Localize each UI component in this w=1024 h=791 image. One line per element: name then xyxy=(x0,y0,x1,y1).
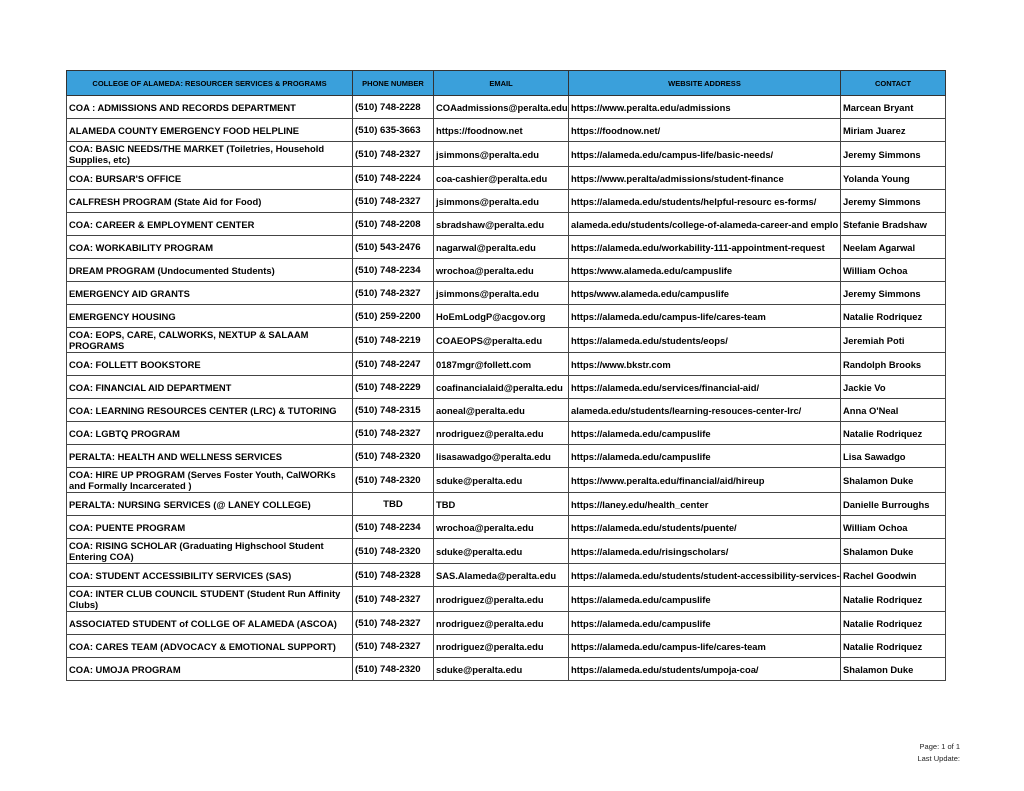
contact-cell: Natalie Rodriquez xyxy=(841,612,946,635)
website-cell: https://laney.edu/health_center xyxy=(569,493,841,516)
contact-cell: Jeremy Simmons xyxy=(841,142,946,167)
contact-cell: Shalamon Duke xyxy=(841,468,946,493)
table-row xyxy=(67,96,946,119)
email-cell: wrochoa@peralta.edu xyxy=(434,259,569,282)
website-cell: https://foodnow.net/ xyxy=(569,119,841,142)
program-name-cell: EMERGENCY HOUSING xyxy=(67,305,353,328)
contact-cell: Jeremy Simmons xyxy=(841,190,946,213)
email-cell: sduke@peralta.edu xyxy=(434,468,569,493)
program-name-cell: COA: WORKABILITY PROGRAM xyxy=(67,236,353,259)
table-row xyxy=(67,305,946,328)
header-website: WEBSITE ADDRESS xyxy=(569,71,841,96)
email-cell: HoEmLodgP@acgov.org xyxy=(434,305,569,328)
email-cell: sduke@peralta.edu xyxy=(434,539,569,564)
contact-cell: Stefanie Bradshaw xyxy=(841,213,946,236)
email-cell: COAEOPS@peralta.edu xyxy=(434,328,569,353)
website-cell: https/www.alameda.edu/campuslife xyxy=(569,282,841,305)
website-cell: https://alameda.edu/workability-111-appointment-request xyxy=(569,236,841,259)
program-name-cell: PERALTA: NURSING SERVICES (@ LANEY COLLEGE) xyxy=(67,493,353,516)
phone-cell: (510) 748-2327 xyxy=(353,612,434,635)
table-row xyxy=(67,658,946,681)
table-row xyxy=(67,564,946,587)
phone-cell: (510) 259-2200 xyxy=(353,305,434,328)
website-cell: https://alameda.edu/campuslife xyxy=(569,445,841,468)
contact-cell: Neelam Agarwal xyxy=(841,236,946,259)
email-cell: sduke@peralta.edu xyxy=(434,658,569,681)
contact-cell: Jeremy Simmons xyxy=(841,282,946,305)
website-cell: https://alameda.edu/campuslife xyxy=(569,587,841,612)
website-cell: https://www.peralta/admissions/student-finance xyxy=(569,167,841,190)
website-cell: https://alameda.edu/students/umpoja-coa/ xyxy=(569,658,841,681)
header-programs: COLLEGE OF ALAMEDA: RESOURCER SERVICES & PROGRAMS xyxy=(67,71,353,96)
last-update: Last Update: xyxy=(917,754,960,763)
table-row xyxy=(67,445,946,468)
contact-cell: Shalamon Duke xyxy=(841,658,946,681)
website-cell: https://alameda.edu/campus-life/basic-needs/ xyxy=(569,142,841,167)
header-email: EMAIL xyxy=(434,71,569,96)
phone-cell: (510) 748-2224 xyxy=(353,167,434,190)
program-name-cell: COA: RISING SCHOLAR (Graduating Highschool Student Entering COA) xyxy=(67,539,353,564)
program-name-cell: COA: INTER CLUB COUNCIL STUDENT (Student Run Affinity Clubs) xyxy=(67,587,353,612)
contact-cell: Marcean Bryant xyxy=(841,96,946,119)
email-cell: jsimmons@peralta.edu xyxy=(434,282,569,305)
email-cell: aoneal@peralta.edu xyxy=(434,399,569,422)
phone-cell: (510) 748-2327 xyxy=(353,422,434,445)
page-number: Page: 1 of 1 xyxy=(919,742,960,751)
table-row xyxy=(67,167,946,190)
phone-cell: (510) 748-2228 xyxy=(353,96,434,119)
email-cell: 0187mgr@follett.com xyxy=(434,353,569,376)
email-cell: jsimmons@peralta.edu xyxy=(434,142,569,167)
contact-cell: Natalie Rodriquez xyxy=(841,635,946,658)
email-cell: wrochoa@peralta.edu xyxy=(434,516,569,539)
table-row xyxy=(67,328,946,353)
email-cell: SAS.Alameda@peralta.edu xyxy=(434,564,569,587)
contact-cell: Danielle Burroughs xyxy=(841,493,946,516)
table-row xyxy=(67,376,946,399)
table-row xyxy=(67,493,946,516)
contact-cell: Lisa Sawadgo xyxy=(841,445,946,468)
program-name-cell: COA: LEARNING RESOURCES CENTER (LRC) & TUTORING xyxy=(67,399,353,422)
email-cell: coa-cashier@peralta.edu xyxy=(434,167,569,190)
contact-cell: Rachel Goodwin xyxy=(841,564,946,587)
website-cell: https://alameda.edu/campuslife xyxy=(569,422,841,445)
table-row xyxy=(67,635,946,658)
email-cell: nrodriguez@peralta.edu xyxy=(434,612,569,635)
header-phone: PHONE NUMBER xyxy=(353,71,434,96)
website-cell: https://alameda.edu/campuslife xyxy=(569,612,841,635)
email-cell: TBD xyxy=(434,493,569,516)
email-cell: nrodriguez@peralta.edu xyxy=(434,422,569,445)
website-cell: https://www.bkstr.com xyxy=(569,353,841,376)
table-row xyxy=(67,213,946,236)
table-row xyxy=(67,353,946,376)
contact-cell: William Ochoa xyxy=(841,259,946,282)
website-cell: https://www.peralta.edu/financial/aid/hireup xyxy=(569,468,841,493)
phone-cell: (510) 748-2247 xyxy=(353,353,434,376)
contact-cell: Randolph Brooks xyxy=(841,353,946,376)
table-row xyxy=(67,259,946,282)
phone-cell: (510) 748-2327 xyxy=(353,282,434,305)
phone-cell: (510) 748-2234 xyxy=(353,259,434,282)
phone-cell: (510) 748-2219 xyxy=(353,328,434,353)
program-name-cell: COA: CAREER & EMPLOYMENT CENTER xyxy=(67,213,353,236)
email-cell: lisasawadgo@peralta.edu xyxy=(434,445,569,468)
contact-cell: Shalamon Duke xyxy=(841,539,946,564)
program-name-cell: COA: FINANCIAL AID DEPARTMENT xyxy=(67,376,353,399)
contact-cell: William Ochoa xyxy=(841,516,946,539)
website-cell: https://alameda.edu/students/student-accessibility-services- xyxy=(569,564,841,587)
phone-cell: (510) 748-2327 xyxy=(353,142,434,167)
contact-cell: Natalie Rodriquez xyxy=(841,422,946,445)
email-cell: coafinancialaid@peralta.edu xyxy=(434,376,569,399)
contact-cell: Anna O'Neal xyxy=(841,399,946,422)
website-cell: https:/www.alameda.edu/campuslife xyxy=(569,259,841,282)
phone-cell: (510) 748-2315 xyxy=(353,399,434,422)
phone-cell: (510) 635-3663 xyxy=(353,119,434,142)
website-cell: alameda.edu/students/college-of-alameda-career-and emplo xyxy=(569,213,841,236)
website-cell: https://alameda.edu/risingscholars/ xyxy=(569,539,841,564)
program-name-cell: ASSOCIATED STUDENT of COLLGE OF ALAMEDA (ASCOA) xyxy=(67,612,353,635)
contact-cell: Miriam Juarez xyxy=(841,119,946,142)
website-cell: https://alameda.edu/campus-life/cares-team xyxy=(569,635,841,658)
phone-cell: (510) 748-2327 xyxy=(353,635,434,658)
phone-cell: (510) 748-2320 xyxy=(353,445,434,468)
table-row xyxy=(67,468,946,493)
website-cell: https://alameda.edu/campus-life/cares-team xyxy=(569,305,841,328)
program-name-cell: PERALTA: HEALTH AND WELLNESS SERVICES xyxy=(67,445,353,468)
phone-cell: TBD xyxy=(353,493,434,516)
table-row xyxy=(67,516,946,539)
table-row xyxy=(67,399,946,422)
table-row xyxy=(67,119,946,142)
table-row xyxy=(67,587,946,612)
page-footer xyxy=(917,741,960,765)
email-cell: nrodriguez@peralta.edu xyxy=(434,635,569,658)
phone-cell: (510) 748-2320 xyxy=(353,539,434,564)
program-name-cell: COA: UMOJA PROGRAM xyxy=(67,658,353,681)
email-cell: nagarwal@peralta.edu xyxy=(434,236,569,259)
program-name-cell: CALFRESH PROGRAM (State Aid for Food) xyxy=(67,190,353,213)
program-name-cell: COA: CARES TEAM (ADVOCACY & EMOTIONAL SUPPORT) xyxy=(67,635,353,658)
email-cell: jsimmons@peralta.edu xyxy=(434,190,569,213)
program-name-cell: EMERGENCY AID GRANTS xyxy=(67,282,353,305)
website-cell: https://alameda.edu/students/puente/ xyxy=(569,516,841,539)
contact-cell: Yolanda Young xyxy=(841,167,946,190)
program-name-cell: COA: BURSAR'S OFFICE xyxy=(67,167,353,190)
program-name-cell: ALAMEDA COUNTY EMERGENCY FOOD HELPLINE xyxy=(67,119,353,142)
phone-cell: (510) 748-2208 xyxy=(353,213,434,236)
phone-cell: (510) 748-2328 xyxy=(353,564,434,587)
phone-cell: (510) 748-2320 xyxy=(353,468,434,493)
phone-cell: (510) 748-2327 xyxy=(353,190,434,213)
table-row xyxy=(67,142,946,167)
table-header-row xyxy=(67,71,946,96)
phone-cell: (510) 748-2327 xyxy=(353,587,434,612)
table-row xyxy=(67,422,946,445)
program-name-cell: COA: PUENTE PROGRAM xyxy=(67,516,353,539)
program-name-cell: COA: LGBTQ PROGRAM xyxy=(67,422,353,445)
email-cell: sbradshaw@peralta.edu xyxy=(434,213,569,236)
email-cell: COAadmissions@peralta.edu xyxy=(434,96,569,119)
contact-cell: Natalie Rodriquez xyxy=(841,305,946,328)
header-contact: CONTACT xyxy=(841,71,946,96)
website-cell: https://alameda.edu/students/eops/ xyxy=(569,328,841,353)
website-cell: alameda.edu/students/learning-resouces-center-lrc/ xyxy=(569,399,841,422)
table-row xyxy=(67,539,946,564)
phone-cell: (510) 543-2476 xyxy=(353,236,434,259)
program-name-cell: DREAM PROGRAM (Undocumented Students) xyxy=(67,259,353,282)
website-cell: https://www.peralta.edu/admissions xyxy=(569,96,841,119)
contact-cell: Jeremiah Poti xyxy=(841,328,946,353)
contact-cell: Jackie Vo xyxy=(841,376,946,399)
table-row xyxy=(67,282,946,305)
resources-table xyxy=(66,70,946,681)
website-cell: https://alameda.edu/students/helpful-resourc es-forms/ xyxy=(569,190,841,213)
phone-cell: (510) 748-2320 xyxy=(353,658,434,681)
phone-cell: (510) 748-2234 xyxy=(353,516,434,539)
program-name-cell: COA: HIRE UP PROGRAM (Serves Foster Youth, CalWORKs and Formally Incarcerated ) xyxy=(67,468,353,493)
table-row xyxy=(67,612,946,635)
phone-cell: (510) 748-2229 xyxy=(353,376,434,399)
table-row xyxy=(67,190,946,213)
program-name-cell: COA: STUDENT ACCESSIBILITY SERVICES (SAS) xyxy=(67,564,353,587)
program-name-cell: COA: FOLLETT BOOKSTORE xyxy=(67,353,353,376)
program-name-cell: COA : ADMISSIONS AND RECORDS DEPARTMENT xyxy=(67,96,353,119)
program-name-cell: COA: BASIC NEEDS/THE MARKET (Toiletries, Household Supplies, etc) xyxy=(67,142,353,167)
email-cell: https://foodnow.net xyxy=(434,119,569,142)
website-cell: https://alameda.edu/services/financial-aid/ xyxy=(569,376,841,399)
contact-cell: Natalie Rodriquez xyxy=(841,587,946,612)
program-name-cell: COA: EOPS, CARE, CALWORKS, NEXTUP & SALAAM PROGRAMS xyxy=(67,328,353,353)
email-cell: nrodriguez@peralta.edu xyxy=(434,587,569,612)
table-row xyxy=(67,236,946,259)
